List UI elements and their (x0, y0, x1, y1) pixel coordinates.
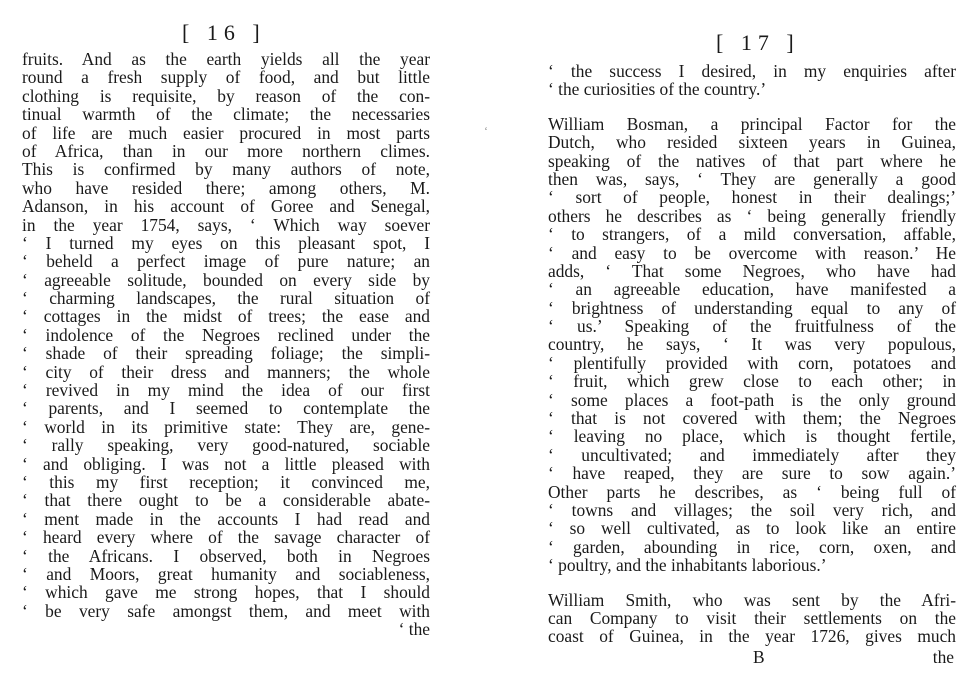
page-number: [ 17 ] (716, 30, 800, 55)
text-line: ‘ that there ought to be a considerable abate- (22, 490, 430, 511)
text-line: ‘ the curiosities of the country.’ (548, 79, 767, 100)
left-text-block (22, 50, 430, 639)
catchword: ‘ the (398, 619, 430, 640)
text-line: ‘ to strangers, of a mild conversation, affable, (548, 224, 956, 245)
paragraph-gap (548, 99, 956, 115)
text-line: This is confirmed by many authors of note, (22, 159, 430, 180)
text-line: ‘ and easy to be overcome with reason.’ He (548, 242, 956, 263)
right-text-block (548, 62, 956, 646)
page-number: [ 16 ] (182, 20, 266, 45)
text-line: ‘ sort of people, honest in their dealings;’ (548, 187, 956, 208)
text-line: ‘ so well cultivated, as to look like an entire (548, 518, 956, 539)
gutter-mark: ‘ (484, 124, 488, 138)
text-line: ‘ plentifully provided with corn, potatoes and (548, 352, 956, 373)
text-line: speaking of the natives of that part where he (548, 150, 956, 171)
catchword: the (932, 647, 954, 667)
text-line: adds, ‘ That some Negroes, who have had (548, 260, 956, 281)
text-line: ‘ agreeable solitude, bounded on every side by (22, 269, 430, 290)
text-line: ‘ and obliging. I was not a little pleased with (22, 453, 430, 474)
text-line: Other parts he describes, as ‘ being full of (548, 481, 956, 502)
text-line: ‘ which gave me strong hopes, that I should (22, 582, 430, 603)
text-line: ‘ towns and villages; the soil very rich, and (548, 499, 956, 520)
text-line: of Africa, than in our more northern climes. (22, 140, 430, 161)
text-line: fruits. And as the earth yields all the year (22, 49, 430, 69)
text-line: ‘ city of their dress and manners; the whole (22, 361, 430, 382)
text-line: ‘ world in its primitive state: They are, gene- (22, 416, 430, 437)
text-line: ‘ rally speaking, very good-natured, sociable (22, 435, 430, 456)
text-line: others he describes as ‘ being generally friendly (548, 205, 956, 226)
text-line: who have resided there; among others, M. (22, 177, 430, 198)
text-line: ‘ that is not covered with them; the Negroes (548, 408, 956, 429)
text-line: ‘ indolence of the Negroes reclined under the (22, 324, 430, 345)
text-line: ‘ be very safe amongst them, and meet with (22, 600, 430, 621)
text-line: in the year 1754, says, ‘ Which way soever (22, 214, 430, 235)
text-line: William Smith, who was sent by the Afri- (548, 589, 956, 610)
text-line: ‘ ment made in the accounts I had read and (22, 508, 430, 529)
paragraph-gap (548, 575, 956, 591)
text-line: ‘ shade of their spreading foliage; the simpli- (22, 343, 430, 364)
text-line: ‘ fruit, which grew close to each other; in (548, 371, 956, 392)
text-line: ‘ parents, and I seemed to contemplate the (22, 398, 430, 419)
text-line: ‘ the Africans. I observed, both in Negroes (22, 545, 430, 566)
text-line: of life are much easier procured in most parts (22, 122, 430, 143)
text-line: tinual warmth of the climate; the necessaries (22, 104, 430, 125)
text-line: ‘ brightness of understanding equal to any of (548, 297, 956, 318)
text-line: can Company to visit their settlements on the (548, 607, 956, 628)
text-line: ‘ beheld a perfect image of pure nature; an (22, 251, 430, 272)
text-line: ‘ garden, abounding in rice, corn, oxen, and (548, 536, 956, 557)
text-line: ‘ this my first reception; it convinced me, (22, 471, 430, 492)
text-line: ‘ and Moors, great humanity and sociableness, (22, 563, 430, 584)
text-line: ‘ an agreeable education, have manifested a (548, 279, 956, 300)
text-line: ‘ uncultivated; and immediately after they (548, 444, 956, 465)
text-line: country, he says, ‘ It was very populous, (548, 334, 956, 355)
text-line: ‘ us.’ Speaking of the fruitfulness of the (548, 316, 956, 337)
text-line: ‘ revived in my mind the idea of our first (22, 380, 430, 401)
text-line: round a fresh supply of food, and but little (22, 67, 430, 88)
text-line: ‘ I turned my eyes on this pleasant spot, I (22, 232, 430, 253)
signature-mark: B (753, 647, 765, 667)
text-line: coast of Guinea, in the year 1726, gives much (548, 626, 956, 647)
text-line: Dutch, who resided sixteen years in Guinea, (548, 132, 956, 153)
text-line: ‘ cottages in the midst of trees; the ease and (22, 306, 430, 327)
text-line: Adanson, in his account of Goree and Senegal, (22, 196, 430, 217)
text-line: ‘ poultry, and the inhabitants laborious.’ (548, 555, 827, 576)
text-line: then was, says, ‘ They are generally a good (548, 168, 956, 189)
text-line: ‘ leaving no place, which is thought fertile, (548, 426, 956, 447)
text-line: ‘ the success I desired, in my enquiries after (548, 61, 956, 81)
text-line: ‘ have reaped, they are sure to sow again.’ (548, 463, 956, 484)
text-line: ‘ some places a foot-path is the only ground (548, 389, 956, 410)
text-line: ‘ heard every where of the savage character of (22, 527, 430, 548)
text-line: clothing is requisite, by reason of the con- (22, 85, 430, 106)
text-line: William Bosman, a principal Factor for the (548, 113, 956, 134)
text-line: ‘ charming landscapes, the rural situation of (22, 288, 430, 309)
